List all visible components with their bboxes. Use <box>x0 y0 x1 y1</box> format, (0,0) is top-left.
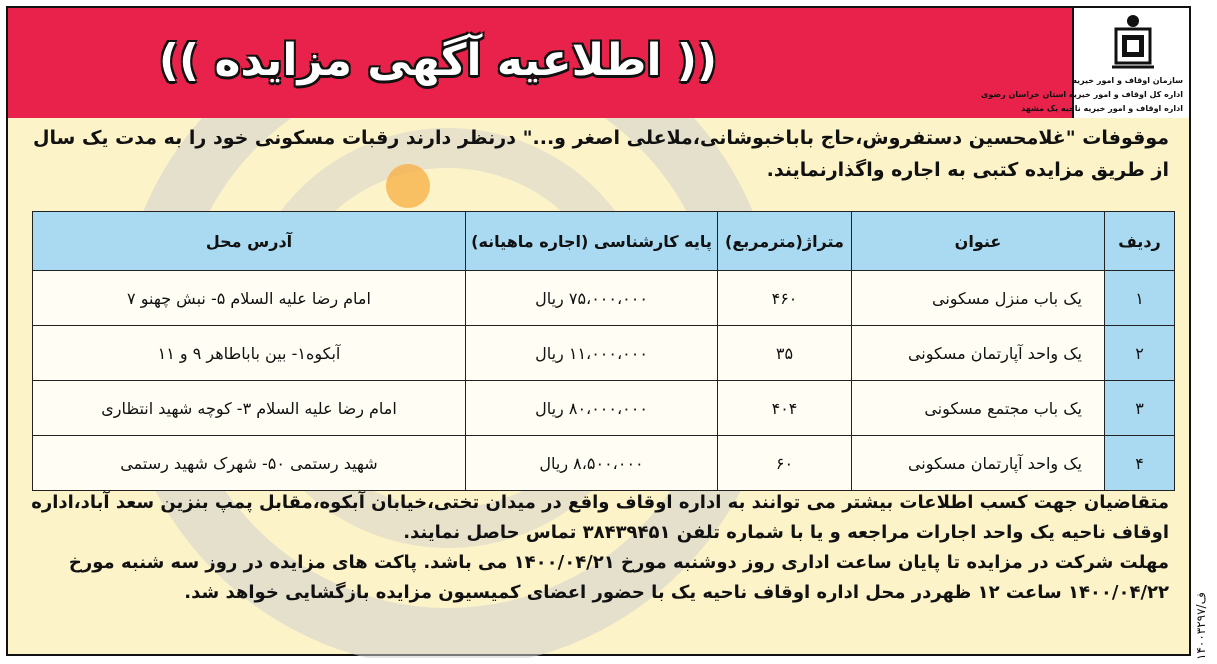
row-base-price: ۸۰،۰۰۰،۰۰۰ ریال <box>466 381 718 436</box>
ad-code: ۱۴۰۰۳۲۹۷/ف <box>1194 591 1208 660</box>
header-row-number: ردیف <box>1105 212 1175 271</box>
row-address: امام رضا علیه السلام ۵- نبش چهنو ۷ <box>33 271 466 326</box>
organization-logo <box>981 8 1189 118</box>
logo-office-name: اداره اوقاف و امور خیریه ناحیه یک مشهد <box>1021 104 1183 113</box>
table-row <box>33 436 1175 491</box>
row-number: ۴ <box>1105 436 1175 491</box>
row-title: یک واحد آپارتمان مسکونی <box>852 326 1105 381</box>
row-area: ۳۵ <box>718 326 852 381</box>
row-address: آبکوه۱- بین باباطاهر ۹ و ۱۱ <box>33 326 466 381</box>
row-area: ۴۰۴ <box>718 381 852 436</box>
table-row <box>33 271 1175 326</box>
row-title: یک باب منزل مسکونی <box>852 271 1105 326</box>
header-base-price: پایه کارشناسی (اجاره ماهیانه) <box>466 212 718 271</box>
footer-text <box>14 488 1169 608</box>
row-number: ۲ <box>1105 326 1175 381</box>
row-title: یک واحد آپارتمان مسکونی <box>852 436 1105 491</box>
row-area: ۴۶۰ <box>718 271 852 326</box>
emblem-icon <box>1108 12 1158 70</box>
title-banner <box>8 8 1072 118</box>
row-address: امام رضا علیه السلام ۳- کوچه شهید انتظاری <box>33 381 466 436</box>
auction-table <box>32 211 1175 491</box>
table-row <box>33 381 1175 436</box>
logo-org-name: سازمان اوقاف و امور خیریه <box>1072 76 1183 85</box>
row-base-price: ۸،۵۰۰،۰۰۰ ریال <box>466 436 718 491</box>
row-title: یک باب مجتمع مسکونی <box>852 381 1105 436</box>
deadline-paragraph: مهلت شرکت در مزایده تا پایان ساعت اداری روز دوشنبه مورخ ۱۴۰۰/۰۴/۲۱ می باشد. پاکت های مزایده در روز سه شنبه مورخ ۱۴۰۰/۰۴/۲۲ ساعت ۱۲ ظهردر محل اداره اوقاف ناحیه یک با حضور اعضای کمیسیون مزایده بازگشایی خواهد شد. <box>68 552 1169 603</box>
intro-paragraph: موقوفات "غلامحسین دستفروش،حاج باباخبوشانی،ملاعلی اصغر و..." درنظر دارند رقبات مسکونی خود را به مدت یک سال از طریق مزایده کتبی به اجاره واگذارنمایند. <box>33 127 1169 181</box>
header-address: آدرس محل <box>33 212 466 271</box>
logo-dept-name: اداره کل اوقاف و امور خیریه استان خراسان رضوی <box>981 90 1183 99</box>
row-number: ۱ <box>1105 271 1175 326</box>
row-number: ۳ <box>1105 381 1175 436</box>
table-row <box>33 326 1175 381</box>
table-header-row <box>33 212 1175 271</box>
row-base-price: ۷۵،۰۰۰،۰۰۰ ریال <box>466 271 718 326</box>
header-title: عنوان <box>852 212 1105 271</box>
row-address: شهید رستمی ۵۰- شهرک شهید رستمی <box>33 436 466 491</box>
contact-paragraph: متقاضیان جهت کسب اطلاعات بیشتر می توانند به اداره اوقاف واقع در میدان تختی،خیابان آبکوه،مقابل پمپ بنزین سعد آباد،اداره اوقاف ناحیه یک واحد اجارات مراجعه و یا با شماره تلفن ۳۸۴۳۹۴۵۱ تماس حاصل نمایند. <box>31 492 1169 543</box>
row-base-price: ۱۱،۰۰۰،۰۰۰ ریال <box>466 326 718 381</box>
row-area: ۶۰ <box>718 436 852 491</box>
ad-frame <box>6 6 1191 656</box>
header-area: متراژ(مترمربع) <box>718 212 852 271</box>
page-title: (( اطلاعیه آگهی مزایده )) <box>158 34 718 86</box>
